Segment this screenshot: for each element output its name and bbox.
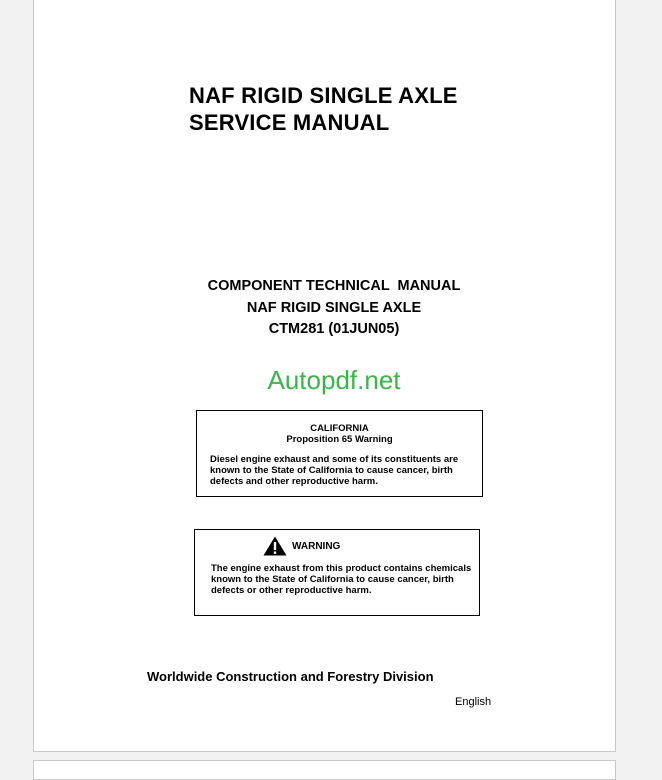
- manual-title: [189, 82, 458, 136]
- proposition-65-heading: Proposition 65 Warning: [286, 434, 393, 445]
- california-notice-body: Diesel engine exhaust and some of its constituents are known to the State of California to cause cancer, birth defects and other reproductive harm.: [210, 454, 459, 487]
- manual-title-line-1: NAF RIGID SINGLE AXLE: [189, 83, 458, 108]
- subtitle-line-1: COMPONENT TECHNICAL MANUAL: [207, 278, 461, 294]
- subtitle-line-2: NAF RIGID SINGLE AXLE: [246, 299, 422, 316]
- warning-triangle-icon: [263, 536, 287, 556]
- warning-notice-box: [194, 529, 480, 616]
- manual-title-line-2: SERVICE MANUAL: [189, 110, 390, 135]
- division-name: Worldwide Construction and Forestry Division: [147, 669, 434, 684]
- manual-subtitle: [34, 276, 634, 341]
- california-heading: CALIFORNIA: [310, 423, 369, 434]
- california-notice-box: [196, 410, 483, 497]
- subtitle-line-3: CTM281 (01JUN05): [268, 321, 400, 337]
- california-notice-header: [197, 423, 482, 445]
- warning-notice-body: The engine exhaust from this product contains chemicals known to the State of California to cause cancer, birth defects or other reproductive harm.: [211, 563, 472, 596]
- warning-header: [263, 535, 340, 557]
- language-label: English: [455, 696, 492, 708]
- next-page-edge: [33, 760, 616, 780]
- document-page: [33, 0, 616, 752]
- watermark: Autopdf.net: [267, 365, 401, 395]
- warning-label: WARNING: [292, 540, 341, 552]
